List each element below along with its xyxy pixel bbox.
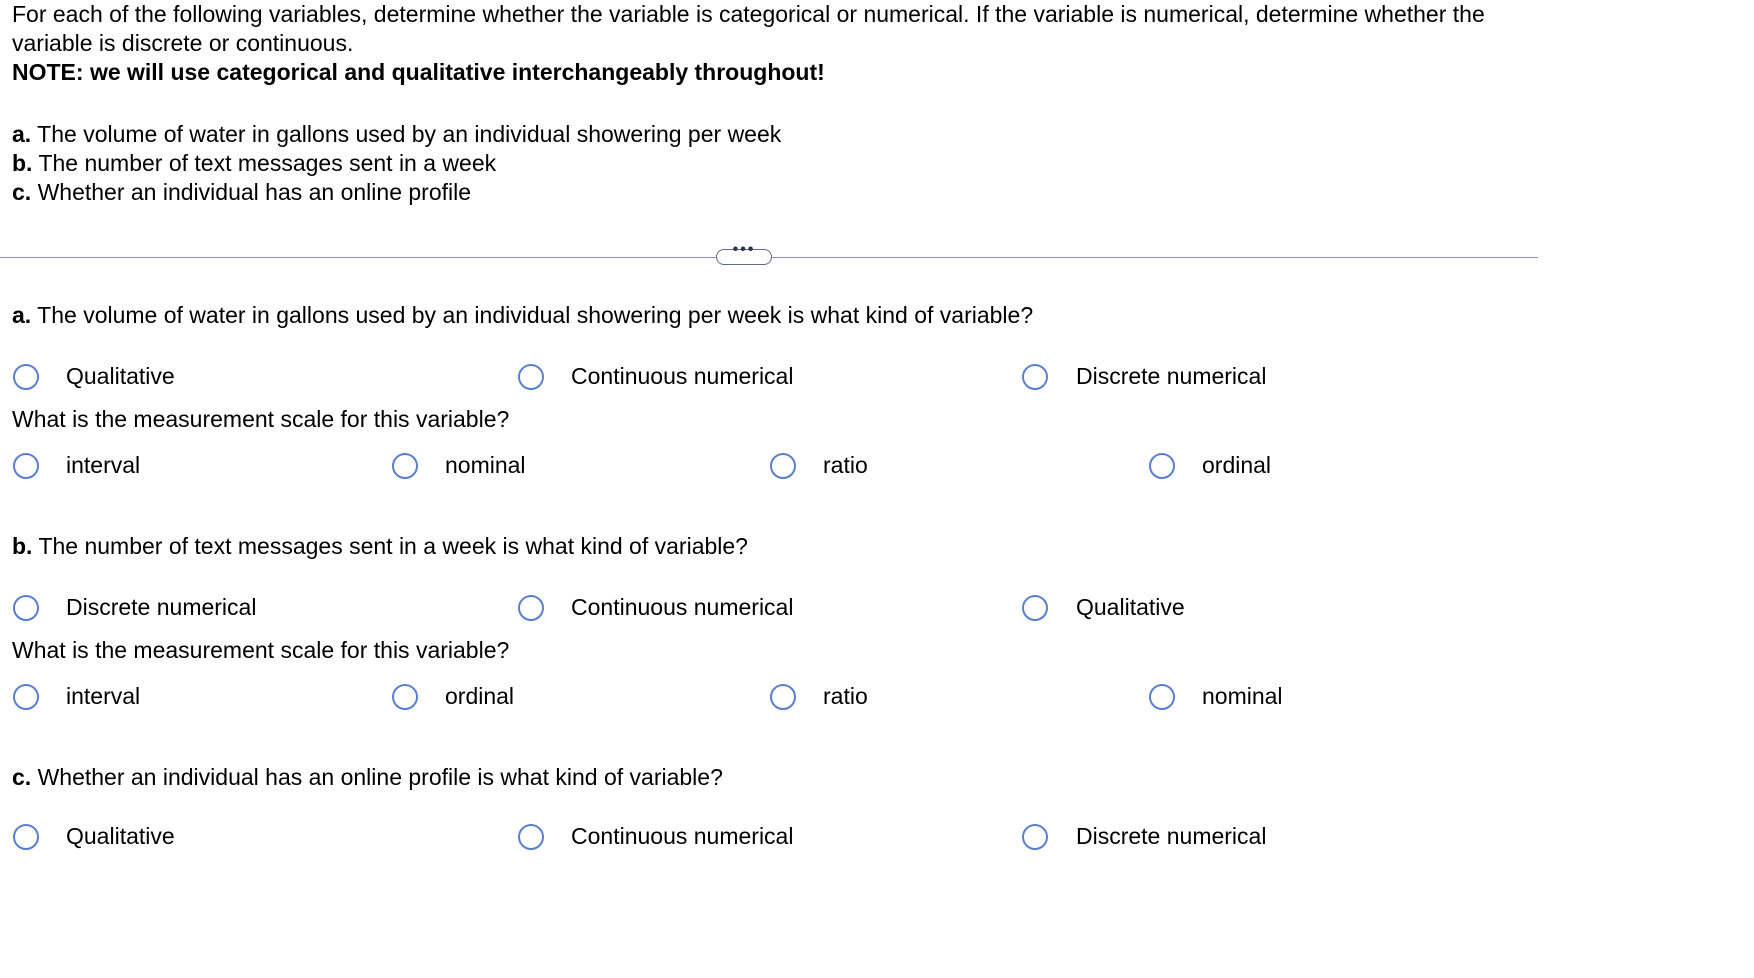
- radio-a-scale-interval[interactable]: [13, 453, 39, 479]
- option-label[interactable]: Discrete numerical: [1076, 363, 1267, 389]
- option-label[interactable]: nominal: [445, 452, 526, 478]
- option-label[interactable]: ratio: [823, 452, 868, 478]
- option-label[interactable]: Qualitative: [66, 363, 175, 389]
- item-letter: a.: [12, 121, 32, 147]
- option-label[interactable]: ratio: [823, 683, 868, 709]
- item-text: The volume of water in gallons used by an individual showering per week: [37, 121, 782, 147]
- instructions: [12, 0, 1712, 87]
- expand-more-button[interactable]: [716, 241, 772, 265]
- radio-b-scale-interval[interactable]: [13, 684, 39, 710]
- question-letter: c.: [12, 764, 32, 790]
- question-letter: b.: [12, 533, 33, 559]
- variable-item-b: [12, 149, 781, 178]
- radio-a-type-qualitative[interactable]: [13, 364, 39, 390]
- option-label[interactable]: Continuous numerical: [571, 363, 794, 389]
- question-text: The number of text messages sent in a week is what kind of variable?: [38, 533, 748, 559]
- option-label[interactable]: Qualitative: [66, 823, 175, 849]
- radio-a-scale-ratio[interactable]: [770, 453, 796, 479]
- option-label[interactable]: Qualitative: [1076, 594, 1185, 620]
- question-letter: a.: [12, 302, 32, 328]
- instructions-line-2: variable is discrete or continuous.: [12, 30, 354, 56]
- radio-b-scale-ratio[interactable]: [770, 684, 796, 710]
- option-label[interactable]: Discrete numerical: [66, 594, 257, 620]
- item-text: Whether an individual has an online profile: [37, 179, 472, 205]
- radio-a-type-continuous[interactable]: [518, 364, 544, 390]
- option-label[interactable]: ordinal: [445, 683, 515, 709]
- question-a-scale-prompt: What is the measurement scale for this variable?: [12, 406, 510, 432]
- question-b-prompt: [12, 532, 748, 561]
- option-label[interactable]: interval: [66, 683, 141, 709]
- variable-item-a: [12, 120, 781, 149]
- radio-a-type-discrete[interactable]: [1022, 364, 1048, 390]
- radio-b-type-discrete[interactable]: [13, 595, 39, 621]
- question-b-scale-prompt: What is the measurement scale for this variable?: [12, 637, 510, 663]
- question-text: The volume of water in gallons used by an individual showering per week is what kind of variable?: [37, 302, 1034, 328]
- radio-b-type-qualitative[interactable]: [1022, 595, 1048, 621]
- radio-c-type-qualitative[interactable]: [13, 824, 39, 850]
- item-letter: c.: [12, 179, 32, 205]
- question-c-prompt: [12, 763, 723, 792]
- question-a-prompt: [12, 301, 1033, 330]
- radio-a-scale-nominal[interactable]: [392, 453, 418, 479]
- option-label[interactable]: interval: [66, 452, 141, 478]
- radio-b-type-continuous[interactable]: [518, 595, 544, 621]
- instructions-line-1: For each of the following variables, determine whether the variable is categorical or numerical. If the variable is numerical, determine whether the: [12, 1, 1485, 27]
- question-text: Whether an individual has an online profile is what kind of variable?: [37, 764, 723, 790]
- option-label[interactable]: Discrete numerical: [1076, 823, 1267, 849]
- radio-c-type-discrete[interactable]: [1022, 824, 1048, 850]
- item-letter: b.: [12, 150, 33, 176]
- option-label[interactable]: nominal: [1202, 683, 1283, 709]
- ellipsis-icon: •••: [732, 241, 756, 258]
- radio-b-scale-ordinal[interactable]: [392, 684, 418, 710]
- option-label[interactable]: Continuous numerical: [571, 594, 794, 620]
- variable-list: [12, 120, 781, 207]
- item-text: The number of text messages sent in a week: [38, 150, 497, 176]
- note-text: NOTE: we will use categorical and qualitative interchangeably throughout!: [12, 59, 825, 85]
- option-label[interactable]: Continuous numerical: [571, 823, 794, 849]
- radio-c-type-continuous[interactable]: [518, 824, 544, 850]
- variable-item-c: [12, 178, 781, 207]
- radio-a-scale-ordinal[interactable]: [1149, 453, 1175, 479]
- option-label[interactable]: ordinal: [1202, 452, 1272, 478]
- radio-b-scale-nominal[interactable]: [1149, 684, 1175, 710]
